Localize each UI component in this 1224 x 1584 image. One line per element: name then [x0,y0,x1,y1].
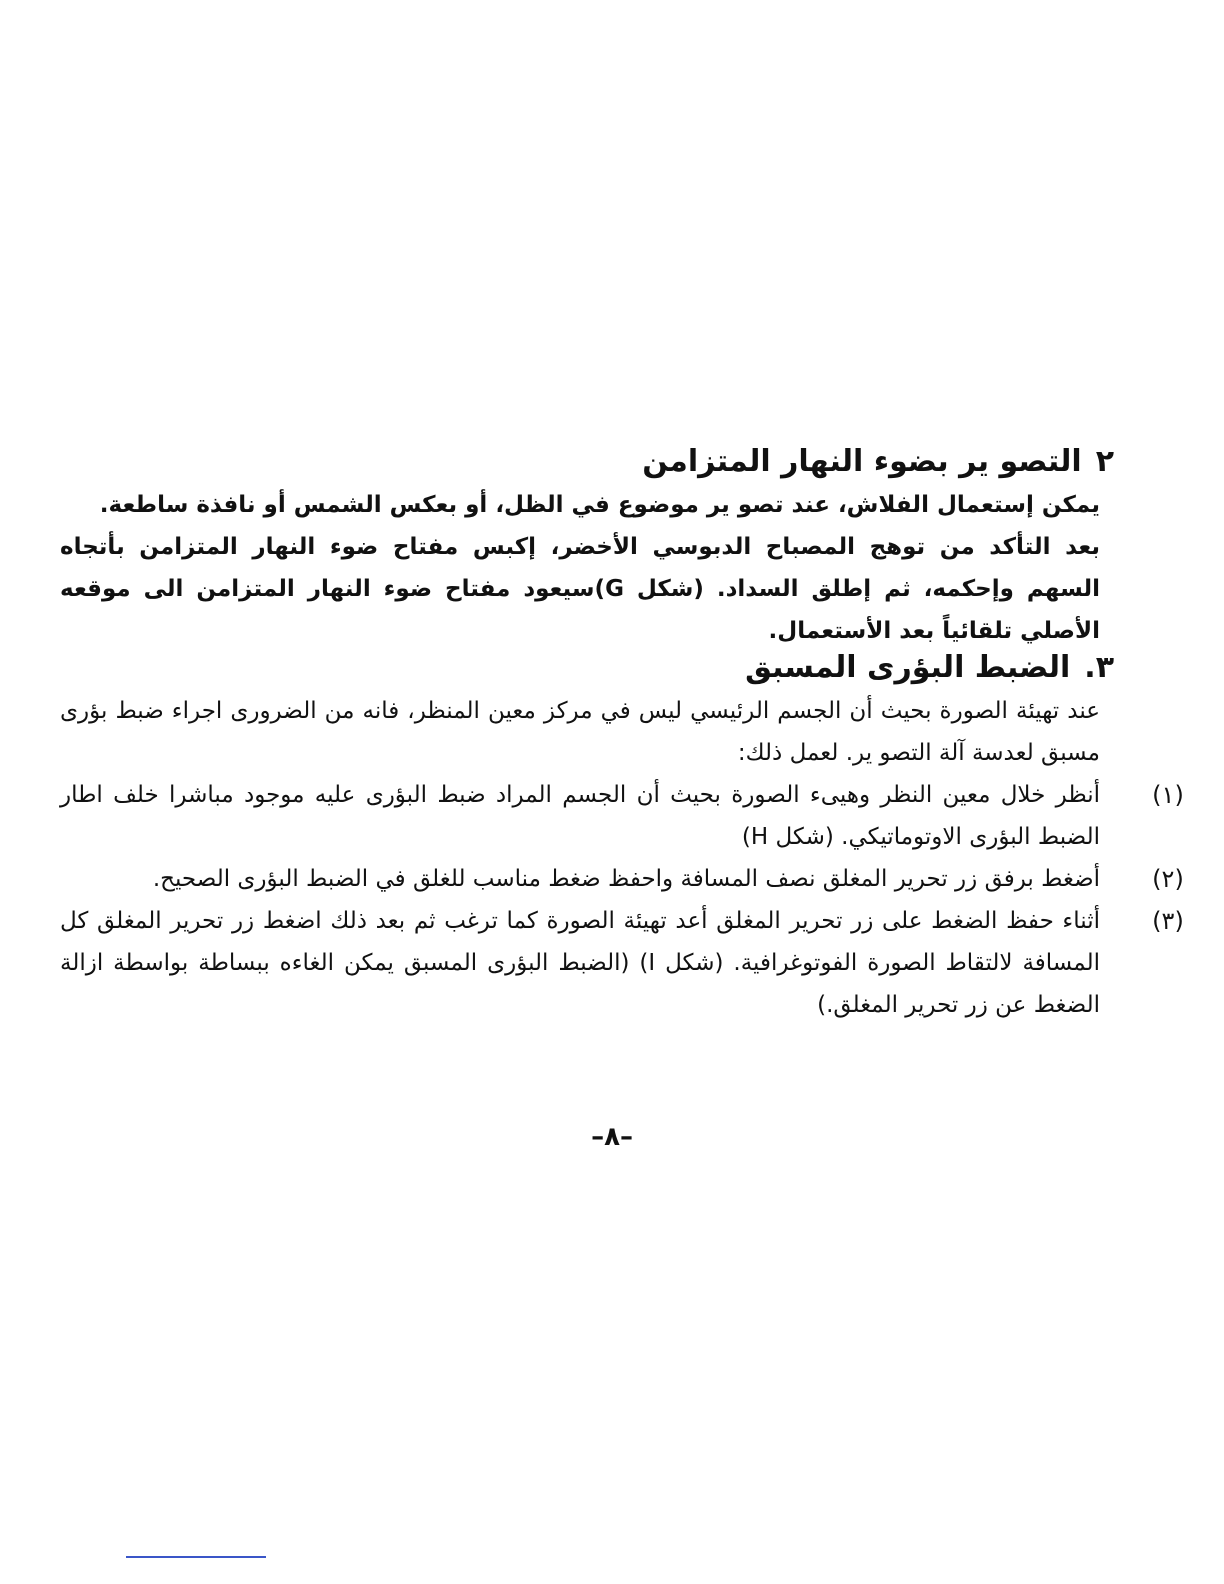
section-number: ٣. [1084,650,1114,685]
footnote-divider [126,1556,266,1558]
list-item [60,774,1184,858]
list-item-text: أضغط برفق زر تحرير المغلق نصف المسافة واحفظ ضغط مناسب للغلق في الضبط البؤرى الصحيح. [152,866,1100,892]
steps-list [60,774,1184,1026]
section-heading [60,440,1114,484]
section-number: ٢ [1095,444,1114,479]
section-heading [60,646,1114,690]
section-title: التصو ير بضوء النهار المتزامن [642,444,1082,479]
section-title: الضبط البؤرى المسبق [745,650,1071,685]
list-marker: (٣) [1152,907,1184,935]
list-marker: (٢) [1152,865,1184,893]
list-item [60,900,1184,1026]
paragraph: بعد التأكد من توهج المصباح الدبوسي الأخضر، إكبس مفتاح ضوء النهار المتزامن بأتجاه السهم وإحكمه، ثم إطلق السداد. (شكل G)سيعود مفتاح ضوء النهار المتزامن الى موقعه الأصلي تلقائياً بعد الأستعمال. [60,534,1101,644]
section-focus-lock [60,646,1184,1026]
list-item-text: أنظر خلال معين النظر وهيىء الصورة بحيث أن الجسم المراد ضبط البؤرى عليه موجود مباشرا خلف اطار الضبط البؤرى الاوتوماتيكي. (شكل H) [60,782,1100,850]
paragraph: يمكن إستعمال الفلاش، عند تصو ير موضوع في الظل، أو بعكس الشمس أو نافذة ساطعة. [99,492,1100,518]
list-marker: (١) [1152,781,1184,809]
page-number: –٨– [591,1122,633,1152]
intro-paragraph: عند تهيئة الصورة بحيث أن الجسم الرئيسي ليس في مركز معين المنظر، فانه من الضرورى اجراء ضبط بؤرى مسبق لعدسة آلة التصو ير. لعمل ذلك: [60,698,1100,766]
section-daylight-sync [60,440,1114,652]
list-item [60,858,1184,900]
list-item-text: أثناء حفظ الضغط على زر تحرير المغلق أعد تهيئة الصورة كما ترغب ثم بعد ذلك اضغط زر تحرير المغلق كل المسافة لالتقاط الصورة الفوتوغرافية. (شكل I) (الضبط البؤرى المسبق يمكن الغاءه ببساطة بواسطة ازالة الضغط عن زر تحرير المغلق.) [60,908,1100,1018]
